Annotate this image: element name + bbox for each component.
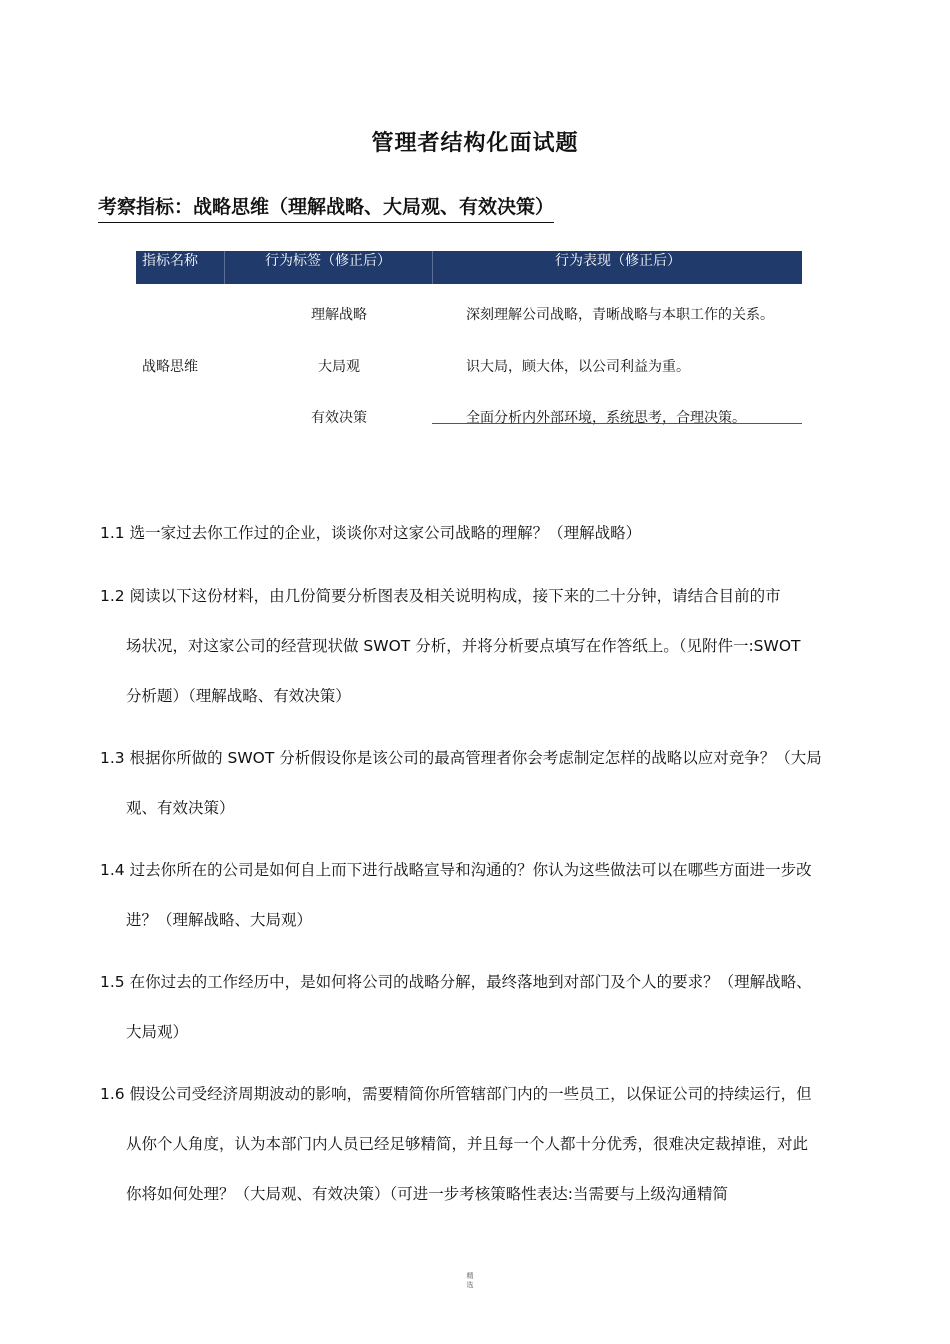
table-header (136, 251, 802, 284)
question-line: 进？（理解战略、大局观） (126, 911, 313, 929)
question-line: 1.5 在你过去的工作经历中，是如何将公司的战略分解，最终落地到对部门及个人的要求？（理解战略、 (100, 973, 812, 991)
question-1-1 (100, 520, 840, 546)
behavior-performance-cell: 全面分析内外部环境，系统思考，合理决策。 (466, 410, 746, 426)
behavior-tag-cell: 大局观 (318, 359, 360, 375)
behavior-performance-cell: 深刻理解公司战略，青晰战略与本职工作的关系。 (466, 307, 774, 323)
indicator-name-cell: 战略思维 (142, 359, 198, 375)
question-line: 1.4 过去你所在的公司是如何自上而下进行战略宣导和沟通的？你认为这些做法可以在哪些方面进一步改 (100, 861, 812, 879)
behavior-tag-cell: 理解战略 (311, 307, 367, 323)
question-1-6 (100, 1081, 840, 1207)
question-line: 1.3 根据你所做的 SWOT 分析假设你是该公司的最高管理者你会考虑制定怎样的战略以应对竞争？（大局 (100, 749, 822, 767)
question-line: 你将如何处理？（大局观、有效决策）（可进一步考核策略性表达:当需要与上级沟通精简 (126, 1185, 728, 1203)
page-title: 管理者结构化面试题 (371, 131, 579, 156)
header-indicator-name: 指标名称 (142, 253, 198, 269)
question-1-2 (100, 583, 840, 709)
table-bottom-rule (432, 423, 802, 424)
question-line: 1.2 阅读以下这份材料，由几份简要分析图表及相关说明构成，接下来的二十分钟，请结合目前的市 (100, 587, 781, 605)
question-line: 观、有效决策） (126, 799, 235, 817)
question-line: 分析题）（理解战略、有效决策） (126, 687, 351, 705)
question-line: 从你个人角度，认为本部门内人员已经足够精简，并且每一个人都十分优秀，很难决定裁掉谁，对此 (126, 1135, 809, 1153)
question-1-4 (100, 857, 840, 933)
header-behavior-performance: 行为表现（修正后） (432, 251, 803, 284)
question-line: 1.1 选一家过去你工作过的企业，谈谈你对这家公司战略的理解？（理解战略） (100, 524, 642, 542)
header-behavior-tag: 行为标签（修正后） (224, 251, 431, 284)
question-line: 场状况，对这家公司的经营现状做 SWOT 分析，并将分析要点填写在作答纸上。（见附件一:SWOT (126, 637, 801, 655)
question-1-5 (100, 969, 840, 1045)
question-line: 1.6 假设公司受经济周期波动的影响，需要精简你所管辖部门内的一些员工，以保证公司的持续运行，但 (100, 1085, 812, 1103)
behavior-performance-cell: 识大局，顾大体，以公司利益为重。 (466, 359, 690, 375)
behavior-tag-cell: 有效决策 (311, 410, 367, 426)
question-1-3 (100, 745, 850, 821)
question-line: 大局观） (126, 1023, 189, 1041)
footer-mark: 精选 (466, 1272, 474, 1289)
section-subtitle: 考察指标：战略思维（理解战略、大局观、有效决策） (98, 192, 554, 223)
